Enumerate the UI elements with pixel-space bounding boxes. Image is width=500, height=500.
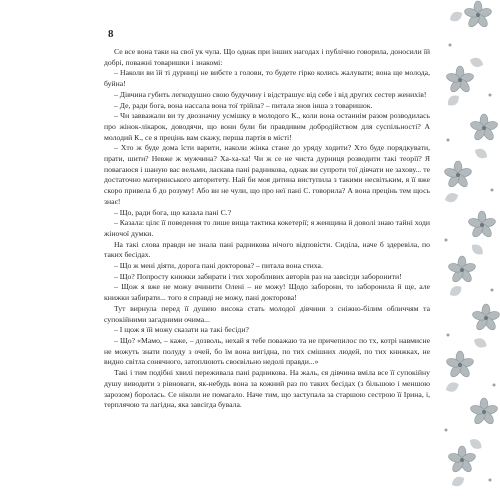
page-number: 8 [108, 28, 114, 40]
floral-border-decoration [440, 0, 500, 500]
paragraph: – Казала: цілє її поведення то лише вища тактика кокетерії; я женщина й доволі знаю тайні ходи жіночої думки. [104, 218, 430, 238]
paragraph: – Хто ж буде дома їсти варити, наколи жінка стане до уряду ходити? Хто буде порядкувати, прати, шити? Невже ж мужчина? Ха-ха-ха! Чи ж се не чиста дурниця розводити такі теорії? Я повагаюся і шаную вас вельми, ласкава пані радникова, однак ви супроти тої дівчати не захову... те достаточно материнського авторитету. Най би моя дитина виступила з такими несвітьким, я її вже скоро привела б до розуму! Або ви не чули, що про неї пані С. говорила? А вона прецінь тем щось знає! [104, 143, 430, 206]
paragraph: – Що? Попросту книжки забирати і тих хоробливих авторів раз на завсігди заборонити! [114, 271, 402, 281]
paragraph: – Щож я вже не можу вчинити Олені – не можу! Щодо заборони, то заборонила й ще, але книжки забирати... того я справді не можу, пані докторова! [104, 282, 430, 303]
text-block [104, 47, 430, 411]
paragraph: – Що ж мені діяти, дорога пані докторова? – питала вона стиха. [114, 261, 323, 271]
paragraph: – І щож я їй можу сказати на такі бесіди? [114, 325, 249, 335]
paragraph: – Дівчина губить легкодушно свою будучину і відстрашує від себе і від других сестер женихів! [114, 89, 427, 99]
paragraph: – Що? «Мамо, – каже, – дозволь, нехай я тебе поважаю та не причепилос по тх, котрі навмисне не можуть знати полуду з очей, бо їм вона вигідна, по тих смішних людей, по тих книжках, не видно світла сонячного, затоплюють своєвільно недолі правди...» [104, 335, 430, 367]
paragraph: – Де, ради бога, вона нассала вона тої трійла? – питала знов інша з товаришок. [114, 100, 373, 110]
paragraph: – Чи завважали ви ту двозначну усмішку в молодого К., коли вона останнім разом розводилась про жінок-лікарок, доводячи, що вони були би правдивим добродійством для суспільності? А молодий К., се я прецінь вам скажу, перша партія в місті! [104, 111, 430, 142]
paragraph: На такі слова правди не знала пані радникова нічого відповісти. Сиділа, наче б здеревіла, по таких бесідах. [104, 239, 430, 260]
paragraph: Се все вона таки на свої ук чула. Що однак при інших нагодах і публічно говорила, доносили їй добрі, поважні товаришки і знакомі: [104, 47, 430, 67]
paragraph: – Наколи ви їй ті дурниці не вибєте з голови, то будете гірко колись жалувати; вона ще молода, буйна! [104, 68, 430, 89]
paragraph: Тут вирнула перед її душею висока стать молодої дівчини з сніжно-білим обличчям та супокійними загадними очима... [104, 303, 430, 324]
paragraph: – Що, ради бога, що казала пані С.? [114, 207, 232, 217]
paragraph: Такі і тим подібні хвилі переживала пані радникова. На жаль, єя дівчина вміла все її супокійну душу виводити з рівноваги, як-небудь вона за кожний раз по таких бесідах (з більшою і меншою зарозом) боролась. Се ніколи не помагало. Наче тим, що заступала за старшою сестрою її Ірина, і, терплячою та лагідна, яка завсігда бувала. [104, 368, 430, 410]
